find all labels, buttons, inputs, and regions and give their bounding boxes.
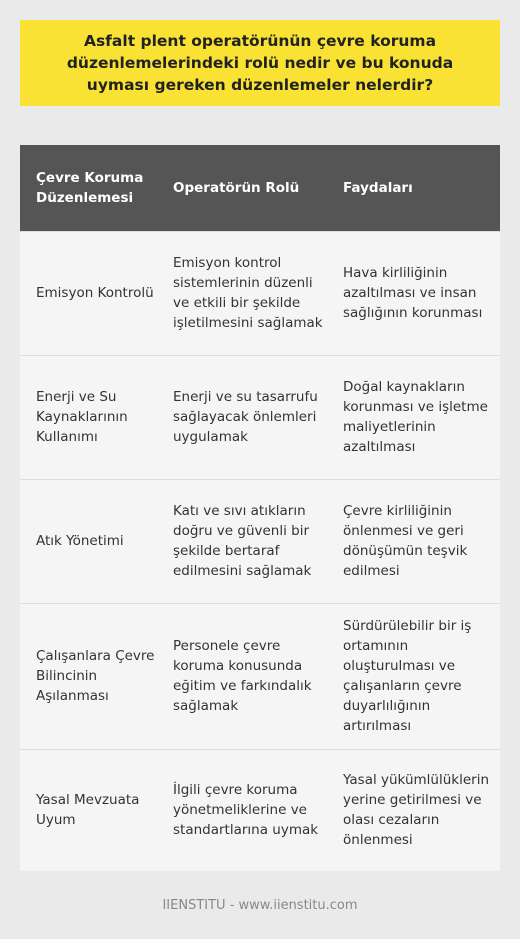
cell-benefits: Doğal kaynakların korunması ve işletme maliyetlerinin azaltılması: [327, 355, 500, 479]
cell-benefits: Çevre kirliliğinin önlenmesi ve geri dönüşümün teşvik edilmesi: [327, 479, 500, 603]
cell-operator-role: Enerji ve su tasarrufu sağlayacak önlemleri uygulamak: [157, 355, 327, 479]
header-operator-role: Operatörün Rolü: [157, 145, 327, 231]
table-row: [20, 479, 500, 603]
header-regulation: Çevre Koruma Düzenlemesi: [20, 145, 157, 231]
title-banner: [20, 20, 500, 106]
table-row: [20, 603, 500, 749]
cell-operator-role: Katı ve sıvı atıkların doğru ve güvenli bir şekilde bertaraf edilmesini sağlamak: [157, 479, 327, 603]
cell-regulation: Yasal Mevzuata Uyum: [20, 749, 157, 871]
table-row: [20, 355, 500, 479]
cell-operator-role: Personele çevre koruma konusunda eğitim ve farkındalık sağlamak: [157, 603, 327, 749]
cell-operator-role: Emisyon kontrol sistemlerinin düzenli ve etkili bir şekilde işletilmesini sağlamak: [157, 231, 327, 355]
cell-benefits: Yasal yükümlülüklerin yerine getirilmesi ve olası cezaların önlenmesi: [327, 749, 500, 871]
cell-regulation: Emisyon Kontrolü: [20, 231, 157, 355]
cell-benefits: Sürdürülebilir bir iş ortamının oluşturulması ve çalışanların çevre duyarlılığının artırılması: [327, 603, 500, 749]
cell-operator-role: İlgili çevre koruma yönetmeliklerine ve standartlarına uymak: [157, 749, 327, 871]
cell-regulation: Atık Yönetimi: [20, 479, 157, 603]
table-row: [20, 231, 500, 355]
cell-benefits: Hava kirliliğinin azaltılması ve insan sağlığının korunması: [327, 231, 500, 355]
table-header-row: [20, 145, 500, 231]
footer-credit: IIENSTITU - www.iienstitu.com: [162, 898, 358, 913]
header-benefits: Faydaları: [327, 145, 500, 231]
page-title: Asfalt plent operatörünün çevre koruma düzenlemelerindeki rolü nedir ve bu konuda uyması gereken düzenlemeler nelerdir?: [66, 32, 454, 94]
cell-regulation: Çalışanlara Çevre Bilincinin Aşılanması: [20, 603, 157, 749]
regulations-table: [20, 145, 500, 871]
cell-regulation: Enerji ve Su Kaynaklarının Kullanımı: [20, 355, 157, 479]
table-row: [20, 749, 500, 871]
